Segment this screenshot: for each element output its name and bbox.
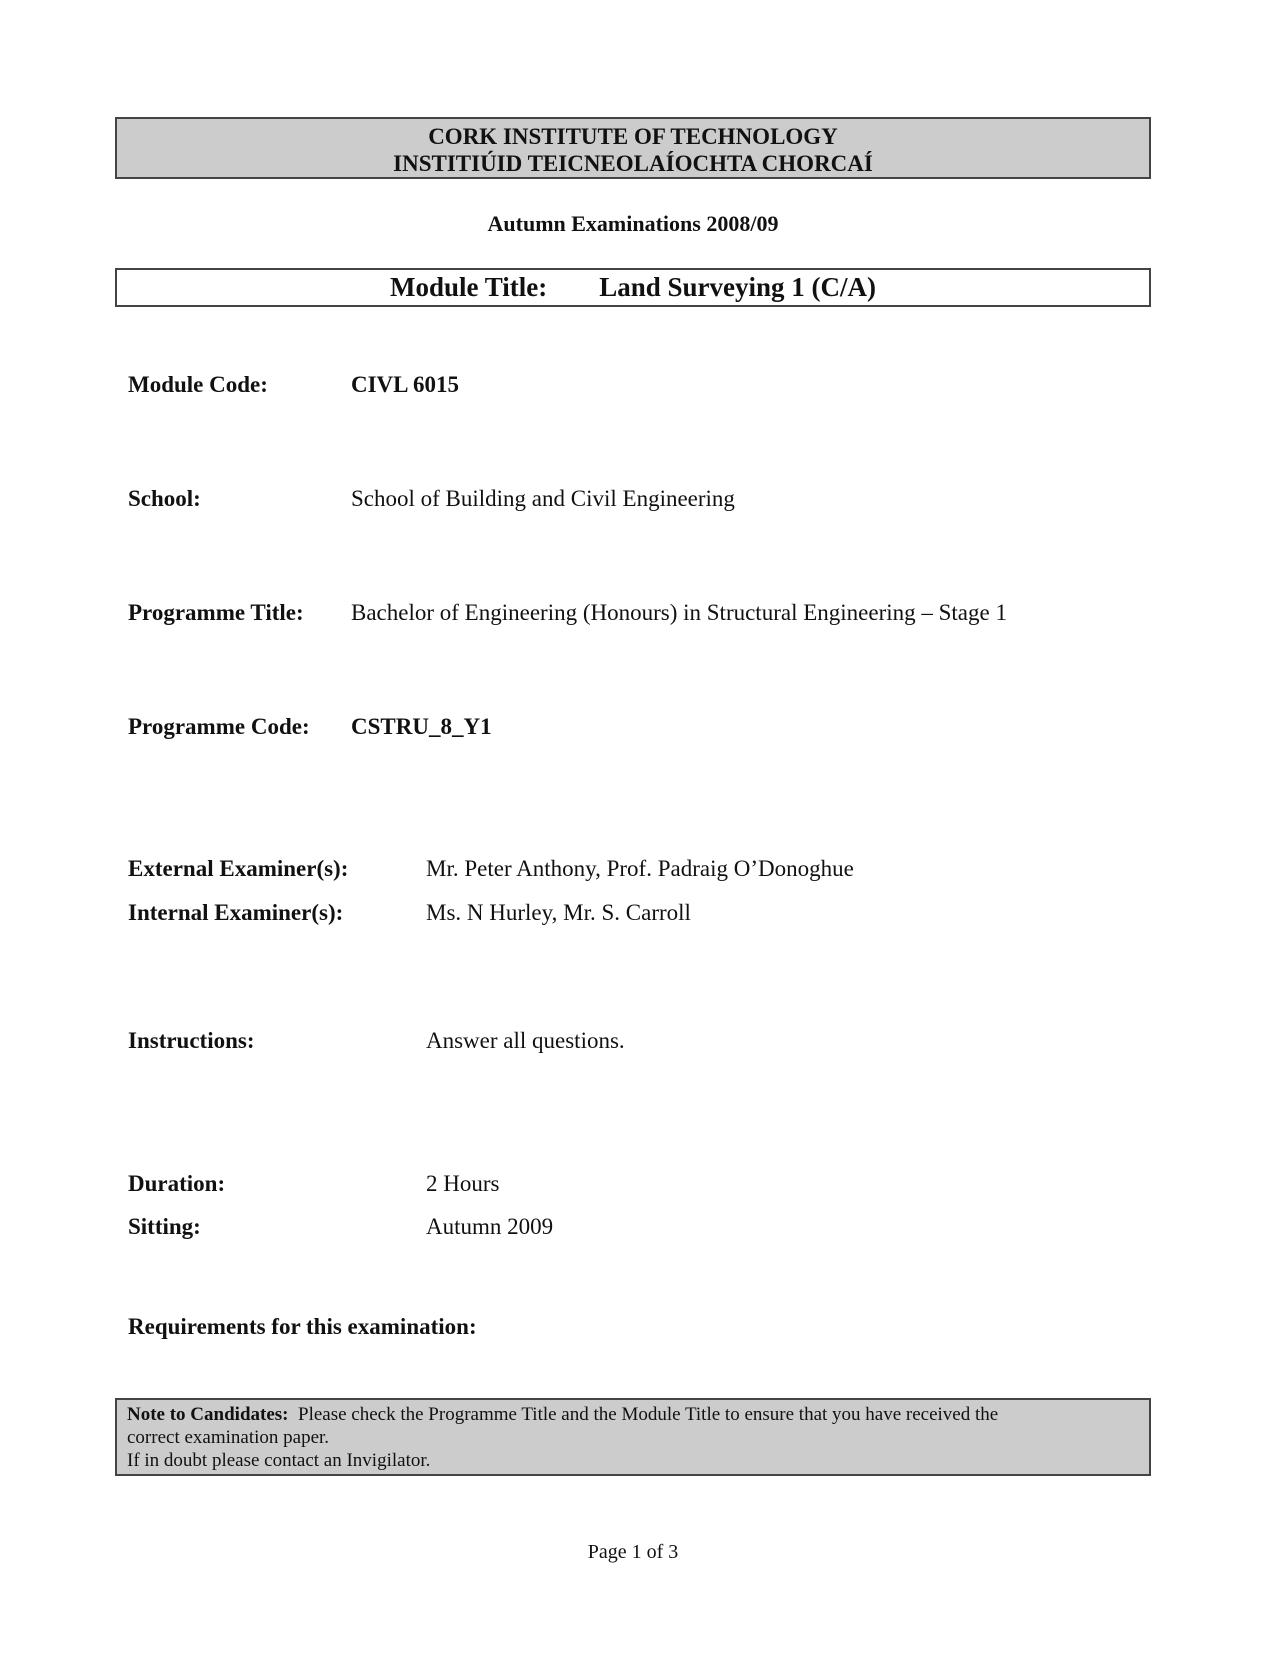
note-line-1: Please check the Programme Title and the Module Title to ensure that you have received the [298, 1404, 999, 1425]
programme-code-label: Programme Code: [128, 714, 310, 739]
module-title-label: Module Title: [389, 272, 548, 302]
programme-title-value: Bachelor of Engineering (Honours) in Structural Engineering – Stage 1 [351, 600, 1007, 625]
internal-examiners-label: Internal Examiner(s): [128, 900, 344, 925]
instructions-label: Instructions: [128, 1028, 255, 1053]
school-label: School: [128, 486, 201, 511]
sitting-value: Autumn 2009 [426, 1214, 554, 1239]
note-line-3: If in doubt please contact an Invigilator. [127, 1450, 431, 1471]
school-value: School of Building and Civil Engineering [351, 486, 735, 511]
module-code-label: Module Code: [128, 372, 268, 397]
instructions-value: Answer all questions. [426, 1028, 625, 1053]
exam-session-title: Autumn Examinations 2008/09 [487, 211, 779, 236]
note-label: Note to Candidates: [127, 1404, 289, 1425]
programme-title-label: Programme Title: [128, 600, 304, 625]
page-number: Page 1 of 3 [587, 1541, 679, 1563]
duration-label: Duration: [128, 1171, 226, 1196]
module-title-box [115, 268, 1151, 307]
external-examiners-value: Mr. Peter Anthony, Prof. Padraig O’Donoghue [426, 856, 854, 881]
sitting-label: Sitting: [128, 1214, 201, 1239]
note-to-candidates-box [115, 1398, 1151, 1476]
external-examiners-label: External Examiner(s): [128, 856, 349, 881]
module-code-value: CIVL 6015 [351, 372, 459, 397]
requirements-heading: Requirements for this examination: [128, 1314, 477, 1339]
programme-code-value: CSTRU_8_Y1 [351, 714, 492, 739]
institution-name-english: CORK INSTITUTE OF TECHNOLOGY [428, 124, 838, 149]
note-line-2: correct examination paper. [127, 1427, 330, 1448]
institution-name-irish: INSTITIÚID TEICNEOLAÍOCHTA CHORCAÍ [393, 151, 873, 176]
institution-header [115, 117, 1151, 179]
module-title-value: Land Surveying 1 (C/A) [599, 272, 877, 302]
internal-examiners-value: Ms. N Hurley, Mr. S. Carroll [426, 900, 691, 925]
duration-value: 2 Hours [426, 1171, 500, 1196]
